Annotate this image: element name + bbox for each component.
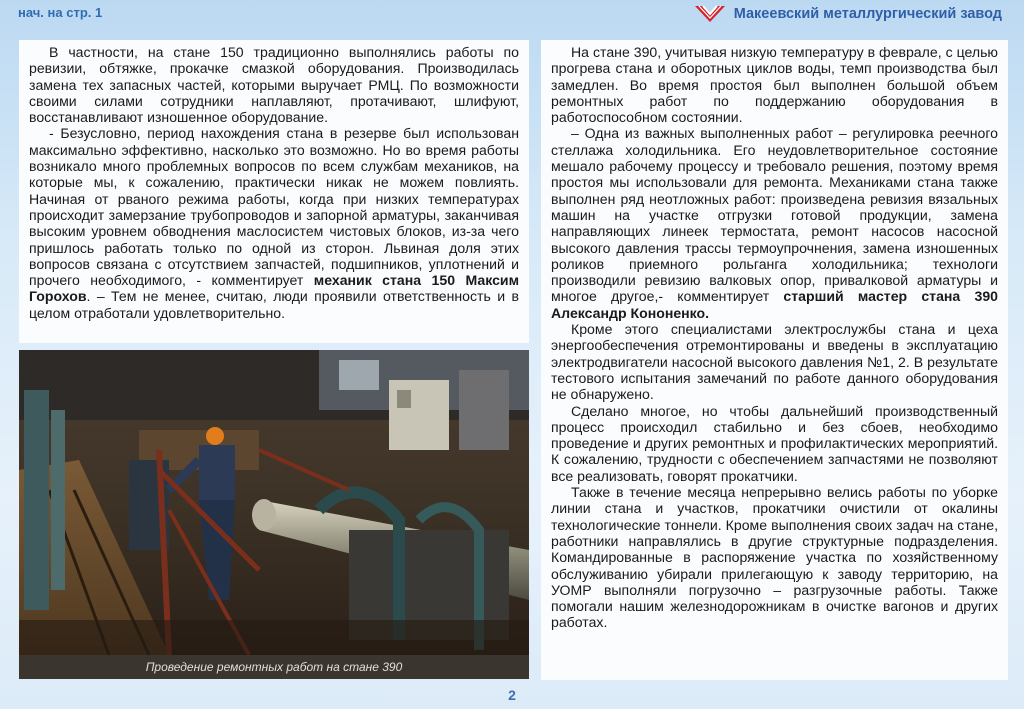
page-number: 2 xyxy=(508,687,516,703)
right-paragraph-2-text: – Одна из важных выполненных работ – регулировка реечного стеллажа холодильника. Его неудовлетворительное состояние мешало рабочему процессу и требовало решения, поэтому время простоя мы использовали для ремонта. Механиками стана также выполнен ряд неотложных работ: произведена ревизия вязальных машин на участке отгрузки готовой продукции, замена направляющих линеек термостата, ремонт насосов насосной высокого давления трассы термоупрочнения, замена изношенных роликов приемного рольганга холодильника; технологи производили ревизию валковых опор, привалковой арматуры и многое другое,- комментирует xyxy=(551,125,998,305)
company-name: Макеевский металлургический завод xyxy=(733,6,1002,22)
right-paragraph-3: Кроме этого специалистами электрослужбы стана и цеха энергообеспечения отремонтированы и введены в эксплуатацию электродвигатели насосной высокого давления №1, 2. В результате тестового испытания замечаний по работе данного оборудования не обнаружено. xyxy=(551,321,998,403)
photo-caption: Проведение ремонтных работ на стане 390 xyxy=(145,660,403,674)
brand-header xyxy=(693,3,1002,25)
right-paragraph-2 xyxy=(551,125,998,321)
left-paragraph-1: В частности, на стане 150 традиционно выполнялись работы по ревизии, обтяжке, прокачке смазкой оборудования. Производилась замена тех запасных частей, которыми выручает РМЦ. По возможности своими силами сотрудники наплавляют, протачивают, шлифуют, восстанавливают изношенное оборудование. xyxy=(29,44,519,126)
right-paragraph-5: Также в течение месяца непрерывно велись работы по уборке линии стана и участков, прокатчики очистили от окалины технологические тоннели. Кроме выполнения своих задач на стане, работники направлялись в другие структурные подразделения. Командированные в распоряжение участка по хозяйственному обслуживанию убирали прилегающую к заводу территорию, на УОМР выполняли погрузочно – разгрузочные работы. Также помогали нашим железнодорожникам в очистке вагонов и других работах. xyxy=(551,484,998,631)
right-paragraph-2-author: старший мастер стана 390 Александр Кононенко. xyxy=(551,288,998,321)
left-paragraph-2-tail: . – Тем не менее, считаю, люди проявили ответственность и в целом отработали удовлетворительно. xyxy=(29,288,519,321)
left-paragraph-2 xyxy=(29,125,519,321)
right-article-column xyxy=(541,40,1008,680)
right-paragraph-1: На стане 390, учитывая низкую температуру в феврале, с целью прогрева стана и оборотных циклов воды, темп производства был замедлен. Во время простоя был выполнен большой объем ремонтных работ по поддержанию оборудования в работоспособном состоянии. xyxy=(551,44,998,126)
left-paragraph-2-author: механик стана 150 Максим Горохов xyxy=(29,272,519,305)
left-paragraph-2-text: - Безусловно, период нахождения стана в резерве был использован максимально эффективно, насколько это возможно. Но во время работы возникало много проблемных вопросов по всем службам механиков, на которые мы, к сожалению, практически никак не можем повлиять. Начиная от рваного режима работы, когда при низких температурах происходит замерзание трубопроводов и запорной арматуры, заканчивая высоким уровнем обводнения маслосистем чистовых блоков, из-за чего пришлось работать только по одной из сторон. Львиная доля этих вопросов связана с отсутствием запчастей, подшипников, уплотнений и прочего необходимого, - комментирует xyxy=(29,125,519,289)
photo-caption-bar xyxy=(19,655,529,679)
repair-work-photo xyxy=(19,350,529,655)
left-article-column xyxy=(19,40,529,343)
company-logo-icon xyxy=(693,3,727,25)
back-to-page-1-link[interactable]: нач. на стр. 1 xyxy=(18,5,103,20)
right-paragraph-4: Сделано многое, но чтобы дальнейший производственный процесс происходил стабильно и без сбоев, необходимо проведение и других ремонтных и профилактических мероприятий. К сожалению, трудности с обеспечением запчастями не позволяют все реализовать, говорят прокатчики. xyxy=(551,402,998,484)
